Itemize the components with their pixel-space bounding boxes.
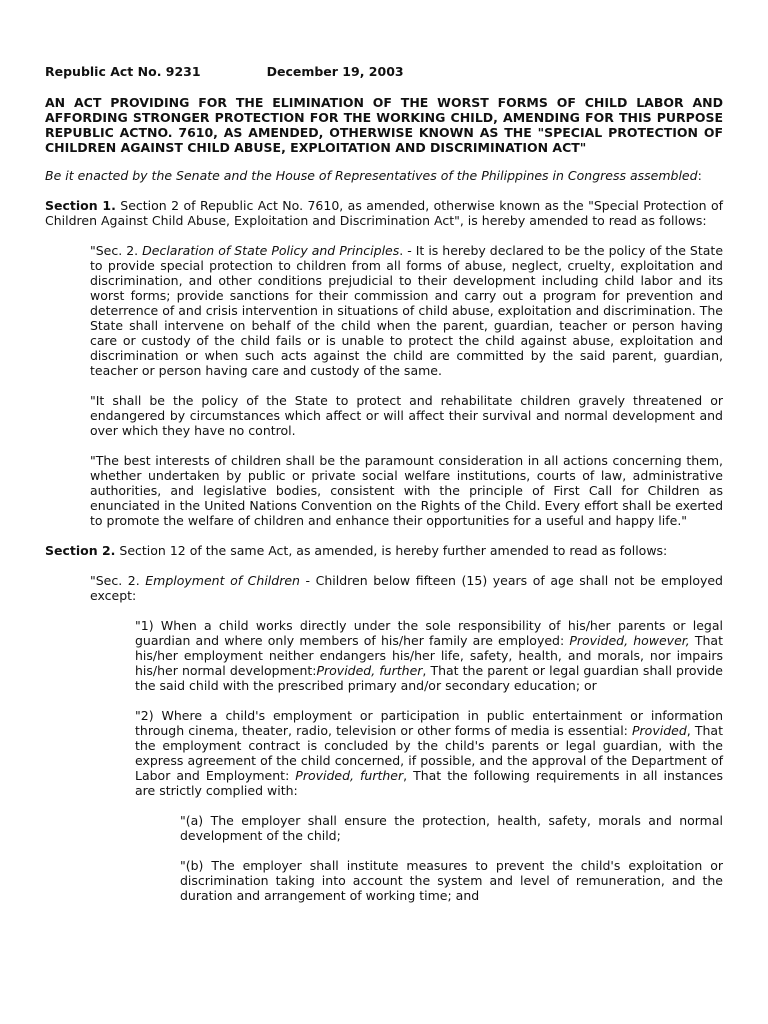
item2-proviso-1: Provided: [632, 723, 687, 738]
item2-text-e: , That the following requirements in all instances are strictly complied with:: [135, 768, 723, 798]
section-1-label: Section 1.: [45, 198, 116, 213]
enacting-clause-text: Be it enacted by the Senate and the House of Representatives of the Philippines in Congress assembled: [45, 168, 698, 183]
item2-text-c: , That the employment contract is concluded by the child's parents or legal guardian, with the express agreement of the child concerned, if possible, and the approval of the Department of Labor and Employment:: [135, 723, 723, 783]
enacting-clause: [45, 168, 723, 183]
sec2-text: . - It is hereby declared to be the policy of the State to provide special protection to children from all forms of abuse, neglect, cruelty, exploitation and discrimination, and other conditions prejudicial to their development including child labor and its worst forms; provide sanctions for their commission and carry out a program for prevention and deterrence of and crisis intervention in situations of child abuse, exploitation and discrimination. The State shall intervene on behalf of the child when the parent, guardian, teacher or person having care or custody of the child fails or is unable to protect the child against abuse, exploitation and discrimination or when such acts against the child are committed by the said parent, guardian, teacher or person having care and custody of the same.: [90, 243, 724, 378]
section-2: [45, 543, 723, 558]
employment-prefix: "Sec. 2.: [90, 573, 146, 588]
act-date: December 19, 2003: [266, 64, 404, 79]
enacting-clause-colon: :: [697, 168, 702, 183]
item2-proviso-2: Provided, further: [295, 768, 404, 783]
item1-text-a: "1) When a child works directly under the sole responsibility of his/her parents or legal guardian and where only members of his/her family are employed:: [135, 618, 723, 648]
item1-text-e: , That the parent or legal guardian shall provide the said child with the prescribed primary and/or secondary education; or: [135, 663, 723, 693]
item1-proviso-2: Provided, further: [316, 663, 423, 678]
item1-proviso-1: Provided, however,: [569, 633, 690, 648]
item1-text-c: That his/her employment neither endangers his/her life, safety, health, and morals, nor impairs his/her normal development:: [135, 633, 723, 678]
section-2-label: Section 2.: [45, 543, 116, 558]
exception-item-2: [135, 708, 723, 798]
document-header: [45, 64, 723, 79]
document-page: [45, 64, 723, 918]
employment-text: - Children below fifteen (15) years of age shall not be employed except:: [90, 573, 723, 603]
section-1-text: Section 2 of Republic Act No. 7610, as amended, otherwise known as the "Special Protection of Children Against Child Abuse, Exploitation and Discrimination Act", is hereby amended to read as follows:: [45, 198, 723, 228]
requirement-a: "(a) The employer shall ensure the protection, health, safety, morals and normal development of the child;: [180, 813, 723, 843]
act-title: AN ACT PROVIDING FOR THE ELIMINATION OF THE WORST FORMS OF CHILD LABOR AND AFFORDING STRONGER PROTECTION FOR THE WORKING CHILD, AMENDING FOR THIS PURPOSE REPUBLIC ACTNO. 7610, AS AMENDED, OTHERWISE KNOWN AS THE "SPECIAL PROTECTION OF CHILDREN AGAINST CHILD ABUSE, EXPLOITATION AND DISCRIMINATION ACT": [45, 95, 723, 155]
policy-paragraph: "It shall be the policy of the State to protect and rehabilitate children gravely threatened or endangered by circumstances which affect or will affect their survival and normal development and over which they have no control.: [90, 393, 723, 438]
requirement-b: "(b) The employer shall institute measures to prevent the child's exploitation or discrimination taking into account the system and level of remuneration, and the duration and arrangement of working time; and: [180, 858, 723, 903]
sec2-heading: Declaration of State Policy and Principles: [142, 243, 400, 258]
sec2-prefix: "Sec. 2.: [90, 243, 143, 258]
employment-of-children-paragraph: [90, 573, 723, 603]
item2-text-a: "2) Where a child's employment or participation in public entertainment or information through cinema, theater, radio, television or other forms of media is essential:: [135, 708, 723, 738]
act-number: Republic Act No. 9231: [45, 64, 201, 79]
exception-item-1: [135, 618, 723, 693]
employment-heading: Employment of Children: [145, 573, 300, 588]
best-interests-paragraph: "The best interests of children shall be the paramount consideration in all actions concerning them, whether undertaken by public or private social welfare institutions, courts of law, administrative authorities, and legislative bodies, consistent with the principle of First Call for Children as enunciated in the United Nations Convention on the Rights of the Child. Every effort shall be exerted to promote the welfare of children and enhance their opportunities for a useful and happy life.": [90, 453, 723, 528]
sec2-declaration-paragraph: [90, 243, 723, 378]
section-1: [45, 198, 723, 228]
section-2-text: Section 12 of the same Act, as amended, is hereby further amended to read as follows:: [115, 543, 668, 558]
